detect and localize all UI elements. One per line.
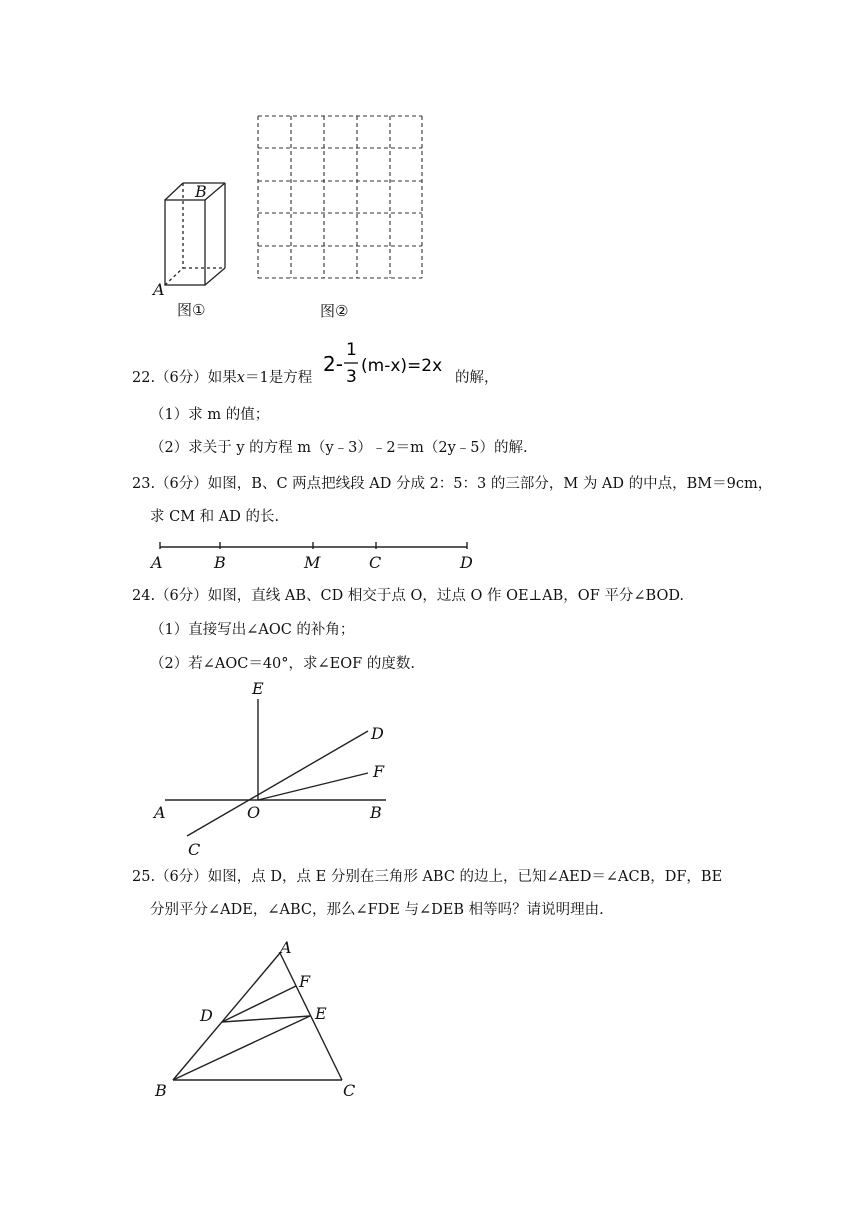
angle-label-c: C <box>188 840 201 859</box>
q24-score: （6分） <box>155 588 208 604</box>
q22-post: 的解， <box>455 370 499 386</box>
segment-label-b: B <box>214 553 226 572</box>
q25-score: （6分） <box>155 869 208 885</box>
cuboid-label-a: A <box>153 280 165 299</box>
angle-label-o: O <box>247 803 261 822</box>
q22-number: 22. <box>132 370 156 386</box>
cuboid-label-b: B <box>195 182 207 201</box>
q22-score: （6分） <box>155 370 208 386</box>
q25-number: 25. <box>132 869 156 885</box>
q23-line1 <box>132 474 772 494</box>
q24-sub1: （1）直接写出∠AOC 的补角； <box>150 622 355 638</box>
q22-equation <box>323 338 459 388</box>
triangle-label-b: B <box>155 1081 167 1100</box>
segment-label-a: A <box>151 553 163 572</box>
q22-var-x: x <box>236 370 245 386</box>
q22-eq-lead: 2- <box>323 352 343 376</box>
angle-label-e: E <box>252 679 264 698</box>
q22-eq1: ＝1是方程 <box>244 370 313 386</box>
grid-caption: 图② <box>320 302 349 320</box>
cuboid-caption: 图① <box>177 301 206 319</box>
q22-pre: 如果 <box>207 370 237 386</box>
q22-sub2: （2）求关于 y 的方程 m（y﹣3）﹣2＝m（2y﹣5）的解. <box>150 440 528 456</box>
triangle-figure <box>145 932 375 1102</box>
angle-label-b: B <box>370 803 382 822</box>
angle-label-f: F <box>373 762 385 781</box>
segment-figure <box>140 538 490 572</box>
q24-line1-text: 如图，直线 AB、CD 相交于点 O，过点 O 作 OE⊥AB，OF 平分∠BOD. <box>207 588 685 604</box>
q23-score: （6分） <box>155 476 208 492</box>
q22-line1 <box>132 368 312 388</box>
segment-label-c: C <box>369 553 382 572</box>
angle-label-d: D <box>371 724 384 743</box>
q25-line1-text: 如图，点 D，点 E 分别在三角形 ABC 的边上，已知∠AED＝∠ACB，DF，BE <box>207 869 723 885</box>
cuboid-figure <box>145 175 245 325</box>
q24-sub2: （2）若∠AOC＝40°，求∠EOF 的度数. <box>150 656 415 672</box>
triangle-label-d: D <box>200 1006 213 1025</box>
q24-line1 <box>132 586 684 606</box>
triangle-label-c: C <box>343 1081 356 1100</box>
triangle-label-f: F <box>299 972 311 991</box>
q22-eq-num: 1 <box>346 340 357 360</box>
q23-line1-text: 如图，B、C 两点把线段 AD 分成 2：5：3 的三部分，M 为 AD 的中点，BM＝9cm， <box>207 476 773 492</box>
q25-line2: 分别平分∠ADE，∠ABC，那么∠FDE 与∠DEB 相等吗？请说明理由. <box>150 902 604 918</box>
segment-label-d: D <box>460 553 473 572</box>
triangle-label-a: A <box>280 938 292 957</box>
angle-figure <box>140 675 400 860</box>
q23-number: 23. <box>132 476 156 492</box>
q22-sub1: （1）求 m 的值； <box>150 407 270 423</box>
dashed-grid-figure <box>250 110 430 325</box>
q22-eq-den: 3 <box>346 367 357 387</box>
q24-number: 24. <box>132 588 156 604</box>
angle-label-a: A <box>154 803 166 822</box>
triangle-label-e: E <box>315 1004 327 1023</box>
segment-label-m: M <box>304 553 321 572</box>
q25-line1 <box>132 867 722 887</box>
q22-eq-tail: (m-x)=2x <box>361 356 443 376</box>
q23-line2: 求 CM 和 AD 的长. <box>150 509 280 525</box>
